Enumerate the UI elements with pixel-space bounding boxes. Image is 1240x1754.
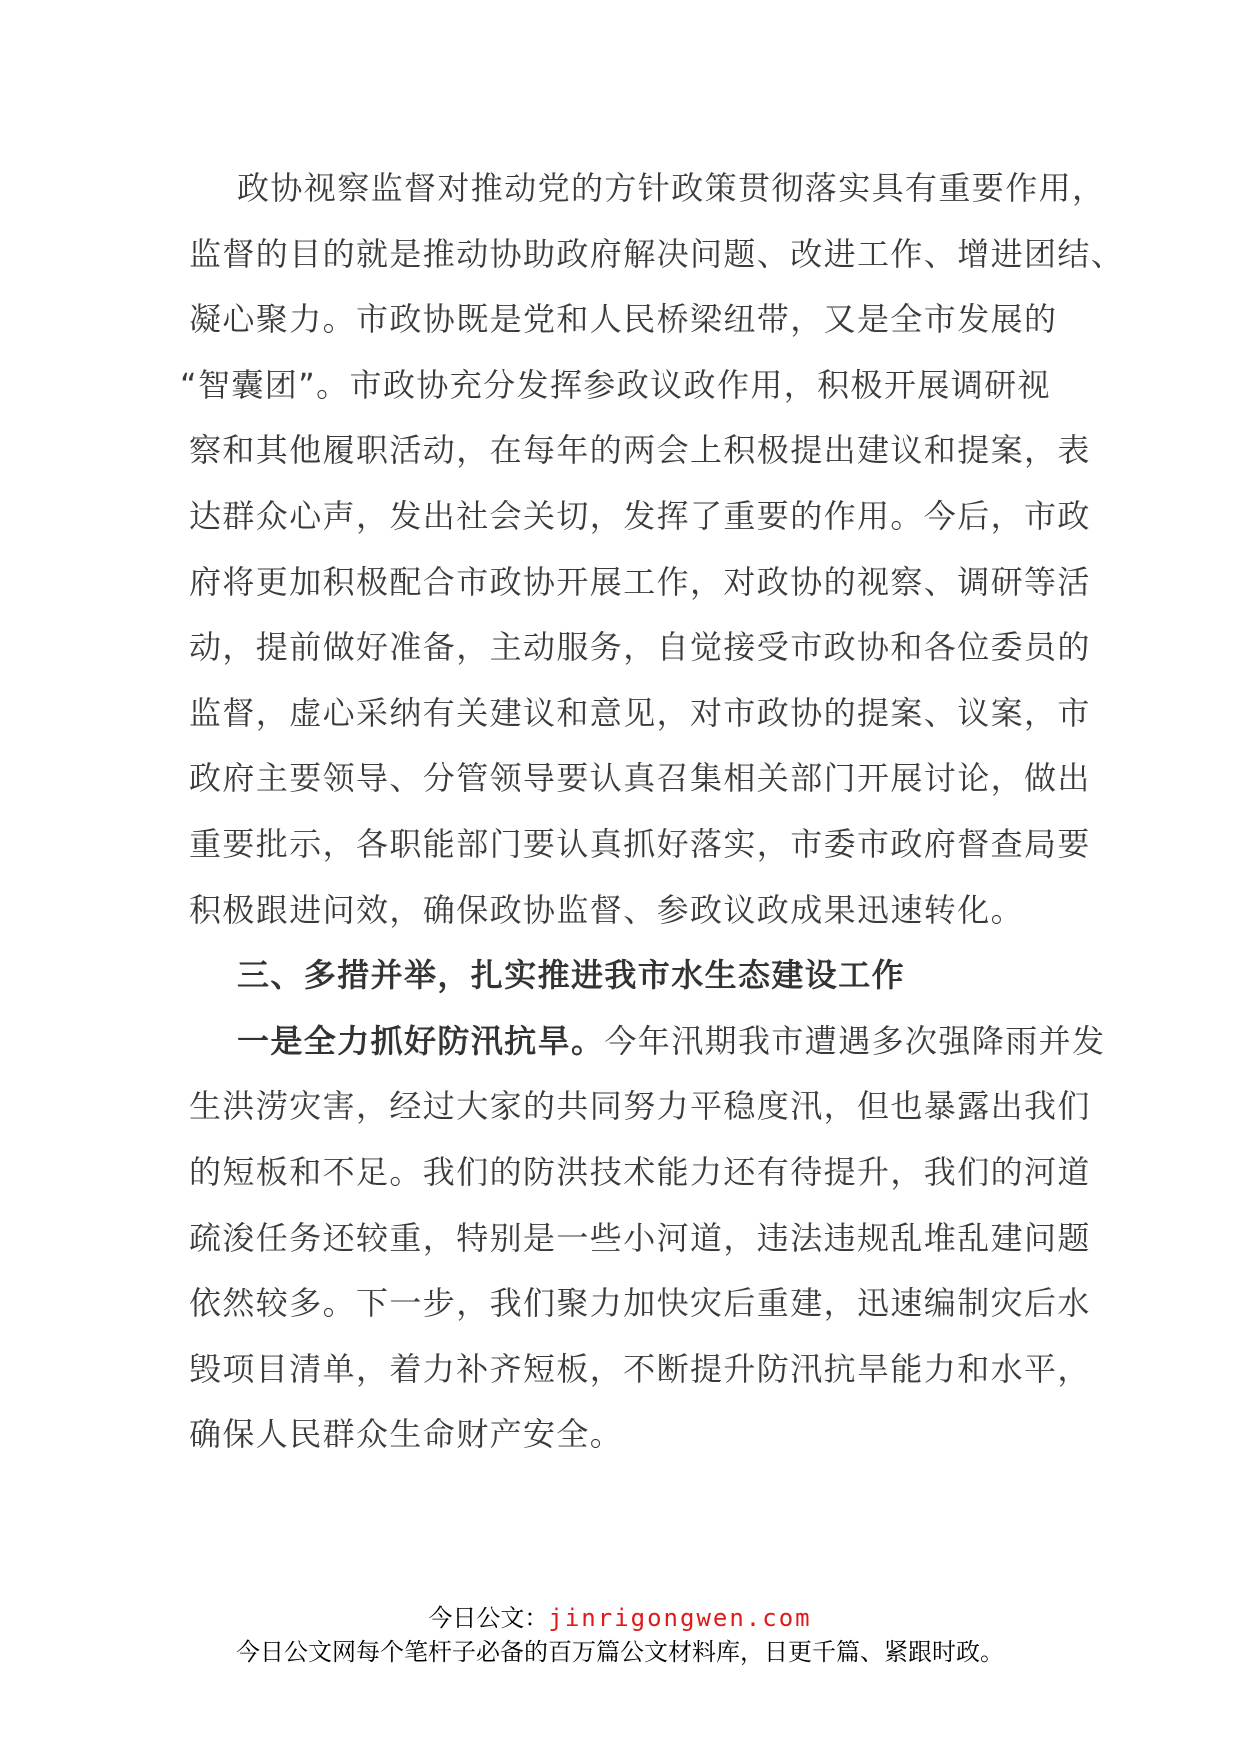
- text-line: 达群众心声，发出社会关切，发挥了重要的作用。今后，市政: [189, 497, 1091, 535]
- text-line: 监督，虚心采纳有关建议和意见，对市政协的提案、议案，市: [189, 694, 1091, 732]
- text-line: 重要批示，各职能部门要认真抓好落实，市委市政府督查局要: [189, 825, 1091, 863]
- text-line: “智囊团”。市政协充分发挥参政议政作用，积极开展调研视: [180, 366, 1051, 404]
- footer-site: [0, 1598, 1240, 1633]
- text-line: 府将更加积极配合市政协开展工作，对政协的视察、调研等活: [189, 563, 1091, 601]
- section-heading: 三、多措并举，扎实推进我市水生态建设工作: [237, 956, 906, 994]
- lead-sentence: 一是全力抓好防汛抗旱。: [237, 1022, 605, 1060]
- text-line: 政协视察监督对推动党的方针政策贯彻落实具有重要作用，: [237, 169, 1106, 207]
- text-line: 动，提前做好准备，主动服务，自觉接受市政协和各位委员的: [189, 628, 1091, 666]
- text-line: [237, 1016, 1105, 1066]
- text-line: 积极跟进问效，确保政协监督、参政议政成果迅速转化。: [189, 891, 1025, 929]
- text-line: 疏浚任务还较重，特别是一些小河道，违法违规乱堆乱建问题: [189, 1219, 1091, 1257]
- text-line: 政府主要领导、分管领导要认真召集相关部门开展讨论，做出: [189, 759, 1091, 797]
- footer-slogan: 今日公文网每个笔杆子必备的百万篇公文材料库，日更千篇、紧跟时政。: [236, 1638, 1004, 1666]
- footer-site-label: 今日公文：: [428, 1604, 549, 1632]
- lead-rest: 今年汛期我市遭遇多次强降雨并发: [604, 1022, 1106, 1060]
- text-line: 监督的目的就是推动协助政府解决问题、改进工作、增进团结、: [189, 235, 1125, 273]
- text-line: 毁项目清单，着力补齐短板，不断提升防汛抗旱能力和水平，: [189, 1350, 1091, 1388]
- text-line: 生洪涝灾害，经过大家的共同努力平稳度汛，但也暴露出我们: [189, 1087, 1091, 1125]
- text-line: 的短板和不足。我们的防洪技术能力还有待提升，我们的河道: [189, 1153, 1091, 1191]
- text-line: 察和其他履职活动，在每年的两会上积极提出建议和提案，表: [189, 431, 1091, 469]
- footer-site-link[interactable]: jinrigongwen.com: [548, 1604, 812, 1632]
- text-line: 凝心聚力。市政协既是党和人民桥梁纽带，又是全市发展的: [189, 300, 1058, 338]
- text-line: 确保人民群众生命财产安全。: [189, 1415, 624, 1453]
- text-line: 依然较多。下一步，我们聚力加快灾后重建，迅速编制灾后水: [189, 1284, 1091, 1322]
